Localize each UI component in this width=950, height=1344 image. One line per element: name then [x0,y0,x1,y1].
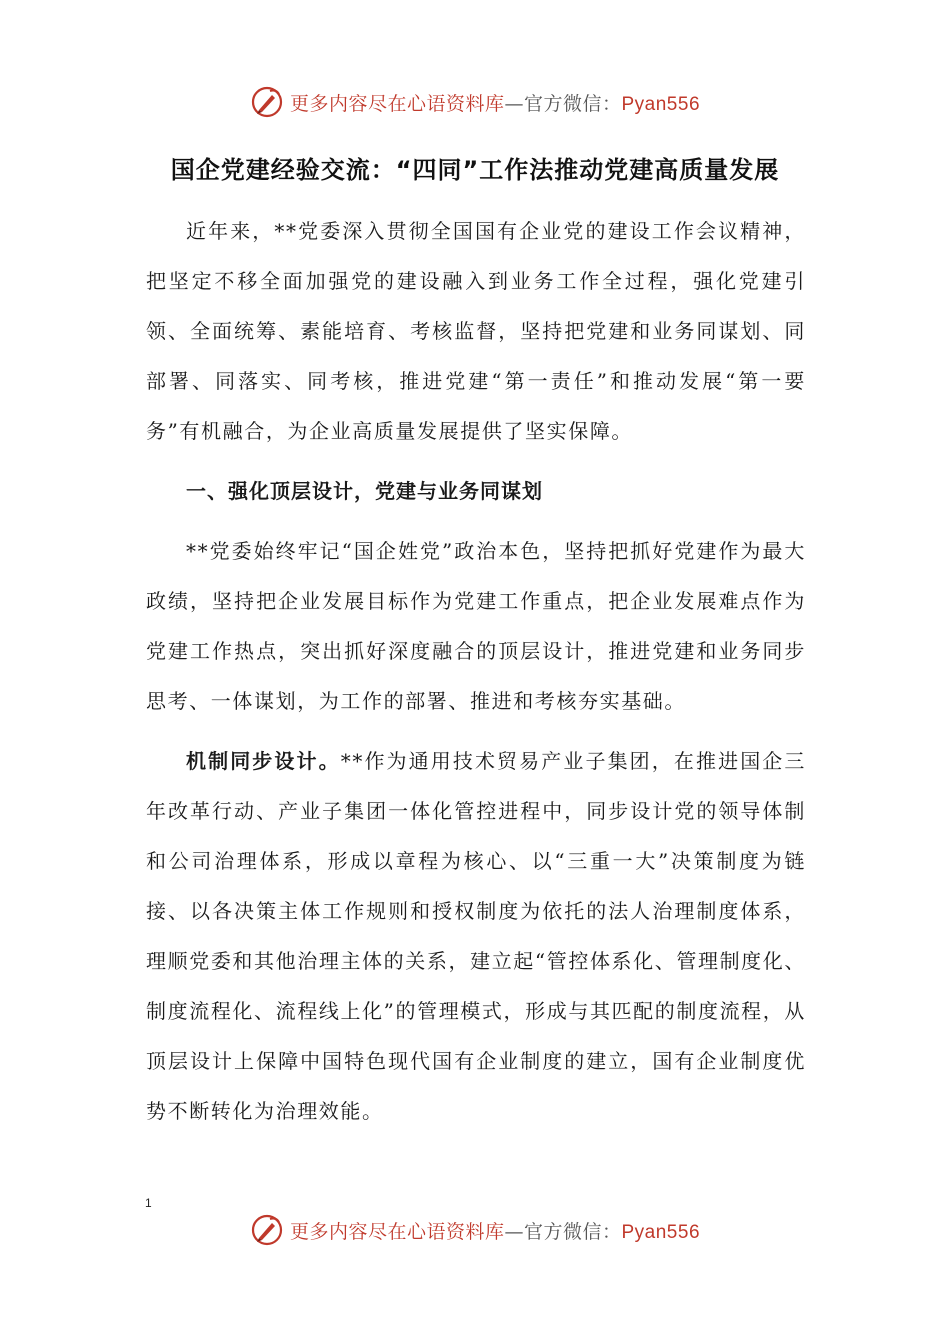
document-title: 国企党建经验交流：“四同”工作法推动党建高质量发展 [170,156,780,184]
paragraph-section-intro: **党委始终牢记“国企姓党”政治本色，坚持把抓好党建作为最大政绩，坚持把企业发展目标作为党建工作重点，把企业发展难点作为党建工作热点，突出抓好深度融合的顶层设计，推进党建和业务同步思考、一体谋划，为工作的部署、推进和考核夯实基础。 [146,539,806,713]
page-number: 1 [145,1196,152,1210]
document-body [146,206,806,1146]
banner-text [290,89,700,116]
banner-main-text: 更多内容尽在心语资料库 [289,1220,505,1243]
header-banner [0,82,950,122]
banner-wechat-label: 官方微信： [523,92,622,115]
pen-logo-icon [250,1213,284,1247]
footer-banner [0,1210,950,1250]
banner-wechat-label: 官方微信： [523,1220,622,1243]
paragraph-intro: 近年来，**党委深入贯彻全国国有企业党的建设工作会议精神，把坚定不移全面加强党的建设融入到业务工作全过程，强化党建引领、全面统筹、素能培育、考核监督，坚持把党建和业务同谋划、同部署、同落实、同考核，推进党建“第一责任”和推动发展“第一要务”有机融合，为企业高质量发展提供了坚实保障。 [146,219,806,443]
section-heading: 一、强化顶层设计，党建与业务同谋划 [186,479,543,503]
pen-logo-icon [250,85,284,119]
banner-separator: — [504,92,524,115]
paragraph-lead-text: 机制同步设计。 [186,749,341,773]
banner-separator: — [504,1220,524,1243]
banner-wechat-id: Pyan556 [621,1221,701,1243]
banner-wechat-id: Pyan556 [621,93,701,115]
banner-main-text: 更多内容尽在心语资料库 [289,92,505,115]
paragraph-body-text: **作为通用技术贸易产业子集团，在推进国企三年改革行动、产业子集团一体化管控进程中，同步设计党的领导体制和公司治理体系，形成以章程为核心、以“三重一大”决策制度为链接、以各决策主体工作规则和授权制度为依托的法人治理制度体系，理顺党委和其他治理主体的关系，建立起“管控体系化、管理制度化、制度流程化、流程线上化”的管理模式，形成与其匹配的制度流程，从顶层设计上保障中国特色现代国有企业制度的建立，国有企业制度优势不断转化为治理效能。 [146,749,807,1123]
paragraph-mechanism [146,736,806,1136]
banner-text [290,1217,700,1244]
